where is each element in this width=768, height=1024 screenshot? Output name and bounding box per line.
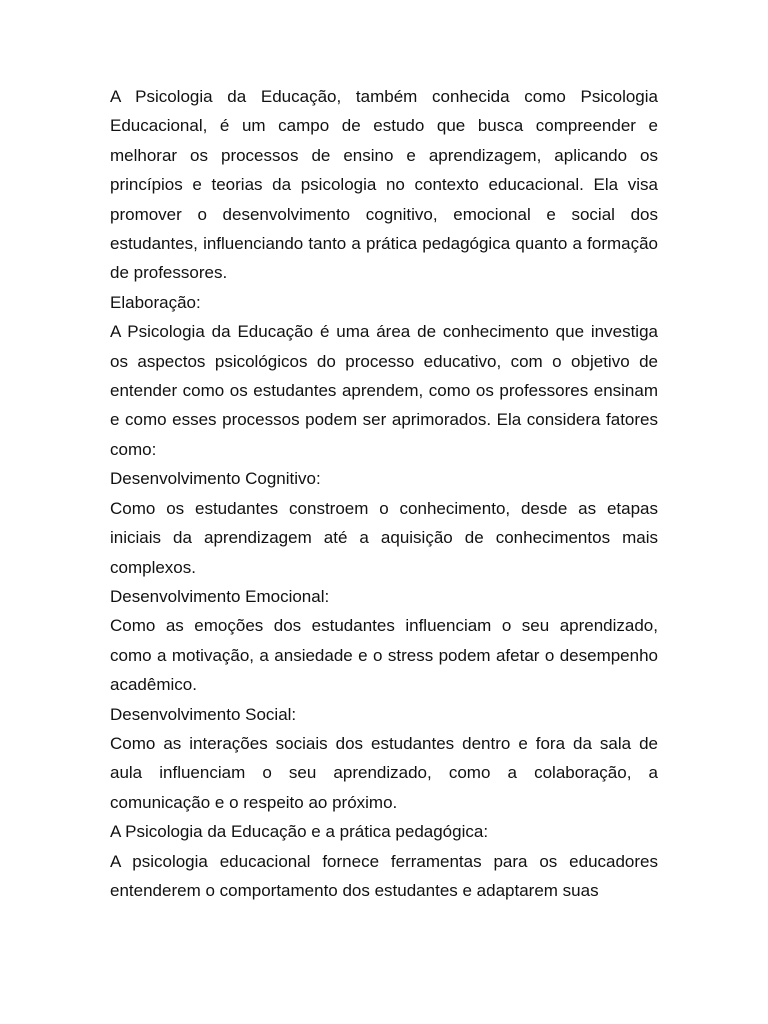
intro-paragraph: A Psicologia da Educação, também conhecida como Psicologia Educacional, é um campo de estudo que busca compreender e melhorar os processos de ensino e aprendizagem, aplicando os princípios e teorias da psicologia no contexto educacional. Ela visa promover o desenvolvimento cognitivo, emocional e social dos estudantes, influenciando tanto a prática pedagógica quanto a formação de professores. bbox=[110, 87, 658, 283]
section-heading: Desenvolvimento Emocional: bbox=[110, 586, 330, 606]
section-heading: Elaboração: bbox=[110, 292, 201, 312]
document-body bbox=[110, 82, 658, 905]
body-paragraph: Como os estudantes constroem o conhecimento, desde as etapas iniciais da aprendizagem até a aquisição de conhecimentos mais complexos. bbox=[110, 498, 658, 577]
body-paragraph: A psicologia educacional fornece ferramentas para os educadores entenderem o comportamento dos estudantes e adaptarem suas bbox=[110, 851, 658, 900]
section-heading: Desenvolvimento Social: bbox=[110, 704, 297, 724]
body-paragraph: Como as interações sociais dos estudantes dentro e fora da sala de aula influenciam o seu aprendizado, como a colaboração, a comunicação e o respeito ao próximo. bbox=[110, 733, 658, 812]
section-heading: A Psicologia da Educação e a prática pedagógica: bbox=[110, 822, 489, 842]
section-heading: Desenvolvimento Cognitivo: bbox=[110, 469, 321, 489]
body-paragraph: A Psicologia da Educação é uma área de conhecimento que investiga os aspectos psicológicos do processo educativo, com o objetivo de entender como os estudantes aprendem, como os professores ensinam e como esses processos podem ser aprimorados. Ela considera fatores como: bbox=[110, 322, 658, 459]
body-paragraph: Como as emoções dos estudantes influenciam o seu aprendizado, como a motivação, a ansiedade e o stress podem afetar o desempenho acadêmico. bbox=[110, 616, 658, 695]
